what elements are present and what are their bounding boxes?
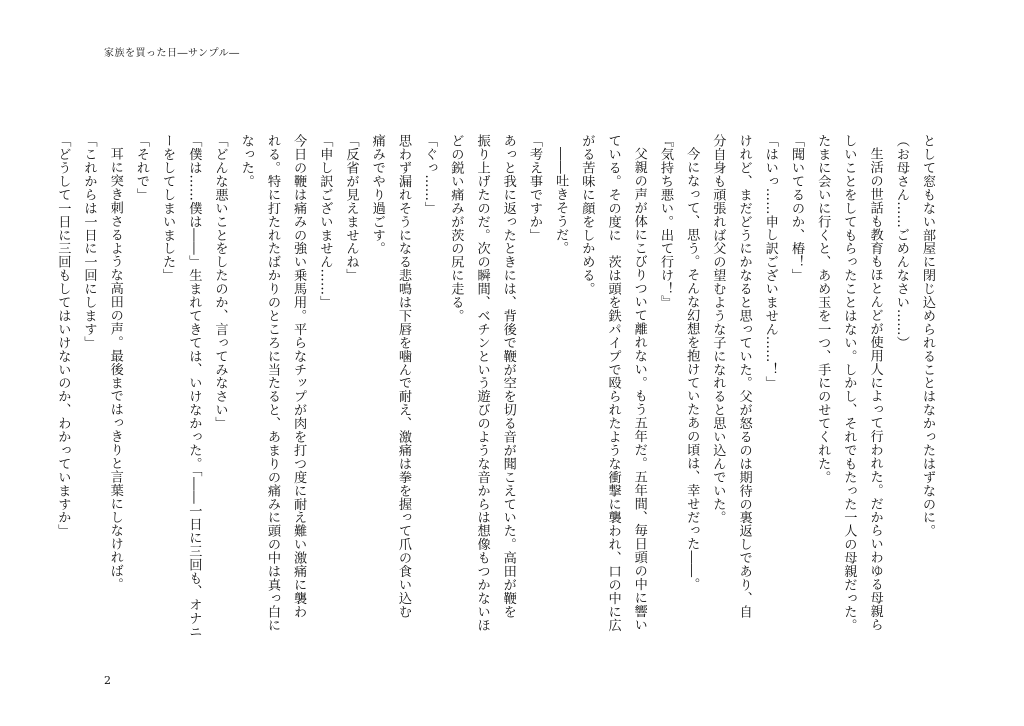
text-line: 『気持ち悪い。出て行け！』 — [657, 134, 673, 309]
text-line: 今日の鞭は痛みの強い乗馬用。平らなチップが肉を打つ度に耐え難い激痛に襲わ — [291, 134, 307, 619]
text-line: として窓もない部屋に閉じ込められることはなかったはずなのに。 — [920, 134, 935, 538]
text-line: たまに会いに行くと、あめ玉を一つ、手にのせてくれた。 — [815, 134, 831, 484]
text-line: 「それで」 — [133, 134, 149, 202]
text-line: ーをしてしまいました」 — [160, 134, 176, 282]
text-line: なった。 — [238, 134, 254, 188]
text-line: れる。特に打たれたばかりのところに当たると、あまりの痛みに頭の中は真っ白に — [264, 134, 280, 632]
running-header: 家族を買った日―サンプル― — [104, 48, 240, 59]
text-line: （お母さん……ごめんなさい……） — [893, 134, 909, 350]
text-line: 耳に突き刺さるような高田の声。最後まではっきりと言葉にしなければ。 — [107, 147, 123, 592]
text-line: 思わず漏れそうになる悲鳴は下唇を噛んで耐え、激痛は拳を握って爪の食い込む — [395, 134, 411, 619]
vertical-body-text — [55, 134, 940, 639]
text-line: 「申し訳ございません……」 — [317, 134, 333, 309]
text-line: しいことをしてもらったことはない。しかし、それでもたった一人の母親だった。 — [841, 134, 857, 632]
text-line: 振り上げたのだ。次の瞬間、ベチンという遊びのような音からは想像もつかないほ — [474, 134, 490, 632]
text-line: 「どうして一日に三回もしてはいけないのか、わかっていますか」 — [55, 134, 71, 538]
text-line: がる苦味に顔をしかめる。 — [579, 134, 595, 296]
text-line: ――吐きそうだ。 — [553, 147, 569, 255]
text-line: 痛みでやり過ごす。 — [369, 134, 385, 256]
page-number: 2 — [104, 674, 111, 687]
text-line: どの鋭い痛みが茨の尻に走る。 — [448, 134, 464, 323]
text-line: 「どんな悪いことをしたのか、言ってみなさい」 — [212, 134, 228, 430]
text-line: 「はいっ……申し訳ございません……！」 — [762, 134, 778, 390]
text-line: 生活の世話も教育もほとんどが使用人によって行われた。だからいわゆる母親ら — [867, 147, 883, 632]
text-line: 父親の声が体にこびりついて離れない。もう五年だ。五年間、毎日頭の中に響い — [631, 147, 647, 632]
text-line: 「反省が見えませんね」 — [343, 134, 359, 282]
text-line: 「ぐっ……」 — [422, 134, 438, 215]
text-line: ている。その度に 茨は頭を鉄パイプで殴られたような衝撃に襲われ、口の中に広 — [605, 134, 621, 632]
text-line: 「僕は……僕は――」生まれてきては、いけなかった。「――一日に三回も、オナニ — [186, 134, 202, 639]
text-line: 「これからは一日に一回にします」 — [81, 134, 97, 350]
text-line: 今になって、思う。そんな幻想を抱けていたあの頃は、幸せだった――。 — [684, 147, 700, 592]
text-line: けれど、まだどうにかなると思っていた。父が怒るのは期待の裏返しであり、自 — [736, 134, 752, 619]
text-line: あっと我に返ったときには、背後で鞭が空を切る音が聞こえていた。高田が鞭を — [500, 134, 516, 619]
text-line: 「考え事ですか」 — [526, 134, 542, 242]
text-line: 「聞いてるのか、椿！」 — [788, 134, 804, 282]
text-line: 分自身も頑張れば父の望むような子になれると思い込んでいた。 — [710, 134, 726, 525]
